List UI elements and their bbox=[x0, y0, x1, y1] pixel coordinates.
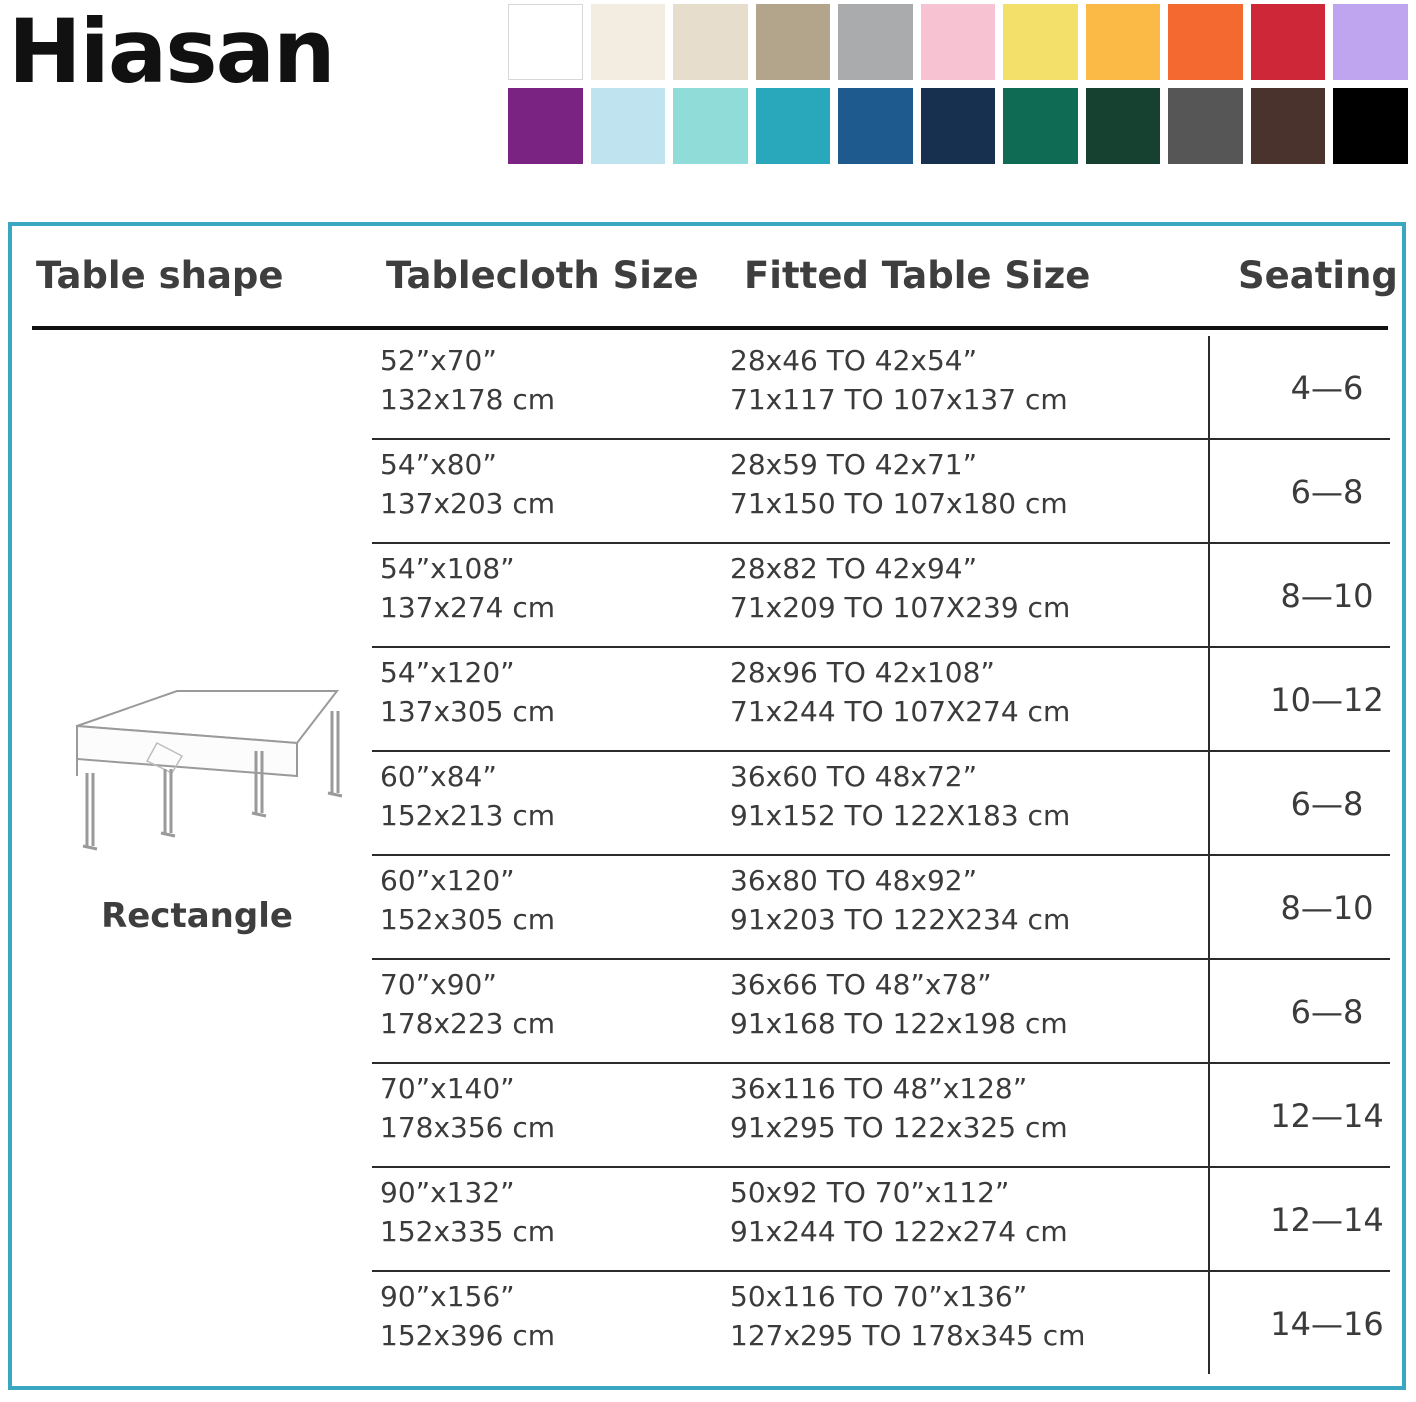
cell-fitted-table-size bbox=[730, 1168, 1068, 1248]
fitted-size-cm: 91x244 TO 122x274 cm bbox=[730, 1215, 1068, 1248]
color-swatch-row-2 bbox=[508, 88, 1408, 164]
size-chart-panel bbox=[8, 222, 1406, 1390]
fitted-size-inches: 28x59 TO 42x71” bbox=[730, 448, 978, 481]
cell-tablecloth-size bbox=[380, 1064, 555, 1144]
cell-seating: 10—12 bbox=[1270, 681, 1384, 719]
tablecloth-size-inches: 54”x108” bbox=[380, 552, 515, 585]
table-row bbox=[372, 336, 1390, 440]
table-row bbox=[372, 752, 1390, 856]
table-row bbox=[372, 440, 1390, 544]
fitted-size-inches: 36x66 TO 48”x78” bbox=[730, 968, 992, 1001]
column-header-table-shape: Table shape bbox=[36, 254, 284, 297]
cell-seating: 4—6 bbox=[1290, 369, 1364, 407]
cell-tablecloth-size bbox=[380, 856, 555, 936]
cell-tablecloth-size bbox=[380, 1168, 555, 1248]
shape-label: Rectangle bbox=[101, 896, 293, 936]
table-row bbox=[372, 544, 1390, 648]
color-swatch-row-1 bbox=[508, 4, 1408, 80]
tablecloth-size-inches: 70”x90” bbox=[380, 968, 497, 1001]
tablecloth-size-inches: 70”x140” bbox=[380, 1072, 515, 1105]
tablecloth-size-inches: 54”x80” bbox=[380, 448, 497, 481]
fitted-size-inches: 36x80 TO 48x92” bbox=[730, 864, 978, 897]
table-shape-illustration bbox=[32, 681, 362, 936]
tablecloth-size-inches: 52”x70” bbox=[380, 344, 497, 377]
tablecloth-size-cm: 132x178 cm bbox=[380, 383, 556, 416]
table-header-row bbox=[26, 254, 1398, 320]
cell-seating: 6—8 bbox=[1290, 473, 1364, 511]
color-swatch-lavender[interactable] bbox=[1333, 4, 1408, 80]
cell-seating: 6—8 bbox=[1290, 993, 1364, 1031]
fitted-size-inches: 28x96 TO 42x108” bbox=[730, 656, 995, 689]
color-swatch-navy[interactable] bbox=[921, 88, 996, 164]
fitted-size-cm: 91x203 TO 122X234 cm bbox=[730, 903, 1071, 936]
color-swatch-orange[interactable] bbox=[1168, 4, 1243, 80]
cell-seating: 8—10 bbox=[1280, 577, 1374, 615]
header bbox=[0, 0, 1416, 190]
cell-tablecloth-size bbox=[380, 336, 555, 416]
tablecloth-size-cm: 152x335 cm bbox=[380, 1215, 556, 1248]
column-header-seating: Seating bbox=[1238, 254, 1398, 297]
fitted-size-cm: 71x209 TO 107X239 cm bbox=[730, 591, 1071, 624]
fitted-size-inches: 36x116 TO 48”x128” bbox=[730, 1072, 1028, 1105]
cell-fitted-table-size bbox=[730, 752, 1070, 832]
tablecloth-size-cm: 152x305 cm bbox=[380, 903, 556, 936]
cell-tablecloth-size bbox=[380, 648, 555, 728]
cell-fitted-table-size bbox=[730, 336, 1068, 416]
table-row bbox=[372, 856, 1390, 960]
table-row bbox=[372, 1168, 1390, 1272]
cell-tablecloth-size bbox=[380, 544, 555, 624]
color-swatch-ivory[interactable] bbox=[591, 4, 666, 80]
fitted-size-inches: 28x46 TO 42x54” bbox=[730, 344, 978, 377]
tablecloth-size-inches: 60”x84” bbox=[380, 760, 497, 793]
fitted-size-cm: 91x168 TO 122x198 cm bbox=[730, 1007, 1068, 1040]
fitted-size-inches: 50x92 TO 70”x112” bbox=[730, 1176, 1010, 1209]
fitted-size-cm: 127x295 TO 178x345 cm bbox=[730, 1319, 1086, 1352]
tablecloth-size-cm: 137x274 cm bbox=[380, 591, 556, 624]
tablecloth-size-inches: 54”x120” bbox=[380, 656, 515, 689]
tablecloth-size-inches: 90”x132” bbox=[380, 1176, 515, 1209]
cell-seating: 12—14 bbox=[1270, 1097, 1384, 1135]
color-swatch-steel-blue[interactable] bbox=[838, 88, 913, 164]
table-row bbox=[372, 960, 1390, 1064]
color-swatch-light-yellow[interactable] bbox=[1003, 4, 1078, 80]
tablecloth-size-cm: 178x356 cm bbox=[380, 1111, 556, 1144]
color-swatch-light-blue[interactable] bbox=[591, 88, 666, 164]
color-swatch-charcoal-gray[interactable] bbox=[1168, 88, 1243, 164]
brand-logo: Hiasan bbox=[8, 0, 334, 103]
tablecloth-size-cm: 178x223 cm bbox=[380, 1007, 556, 1040]
size-rows bbox=[372, 336, 1390, 1374]
rectangle-table-icon bbox=[47, 681, 347, 881]
table-row bbox=[372, 1272, 1390, 1376]
cell-fitted-table-size bbox=[730, 544, 1070, 624]
tablecloth-size-inches: 90”x156” bbox=[380, 1280, 515, 1313]
color-swatch-red[interactable] bbox=[1251, 4, 1326, 80]
tablecloth-size-cm: 137x305 cm bbox=[380, 695, 556, 728]
column-header-tablecloth-size: Tablecloth Size bbox=[386, 254, 699, 297]
cell-seating: 12—14 bbox=[1270, 1201, 1384, 1239]
color-swatch-dark-green[interactable] bbox=[1086, 88, 1161, 164]
color-swatch-gold[interactable] bbox=[1086, 4, 1161, 80]
cell-fitted-table-size bbox=[730, 648, 1070, 728]
tablecloth-size-cm: 152x396 cm bbox=[380, 1319, 556, 1352]
cell-fitted-table-size bbox=[730, 1272, 1085, 1352]
color-swatch-beige[interactable] bbox=[673, 4, 748, 80]
fitted-size-cm: 91x152 TO 122X183 cm bbox=[730, 799, 1071, 832]
fitted-size-cm: 91x295 TO 122x325 cm bbox=[730, 1111, 1068, 1144]
color-swatch-black[interactable] bbox=[1333, 88, 1408, 164]
color-swatch-white[interactable] bbox=[508, 4, 583, 80]
color-swatch-purple[interactable] bbox=[508, 88, 583, 164]
color-swatch-grid bbox=[508, 4, 1408, 172]
column-header-fitted-table-size: Fitted Table Size bbox=[744, 254, 1091, 297]
fitted-size-cm: 71x150 TO 107x180 cm bbox=[730, 487, 1068, 520]
cell-fitted-table-size bbox=[730, 960, 1068, 1040]
color-swatch-dark-brown[interactable] bbox=[1251, 88, 1326, 164]
tablecloth-size-inches: 60”x120” bbox=[380, 864, 515, 897]
fitted-size-cm: 71x117 TO 107x137 cm bbox=[730, 383, 1068, 416]
cell-fitted-table-size bbox=[730, 1064, 1068, 1144]
cell-seating: 8—10 bbox=[1280, 889, 1374, 927]
color-swatch-silver-gray[interactable] bbox=[838, 4, 913, 80]
table-row bbox=[372, 648, 1390, 752]
cell-tablecloth-size bbox=[380, 1272, 555, 1352]
header-divider bbox=[32, 326, 1388, 330]
cell-fitted-table-size bbox=[730, 856, 1070, 936]
color-swatch-blush-pink[interactable] bbox=[921, 4, 996, 80]
table-row bbox=[372, 1064, 1390, 1168]
fitted-size-inches: 28x82 TO 42x94” bbox=[730, 552, 978, 585]
color-swatch-emerald-green[interactable] bbox=[1003, 88, 1078, 164]
cell-tablecloth-size bbox=[380, 752, 555, 832]
cell-fitted-table-size bbox=[730, 440, 1068, 520]
cell-seating: 6—8 bbox=[1290, 785, 1364, 823]
cell-tablecloth-size bbox=[380, 440, 555, 520]
fitted-size-cm: 71x244 TO 107X274 cm bbox=[730, 695, 1071, 728]
tablecloth-size-cm: 137x203 cm bbox=[380, 487, 556, 520]
color-swatch-teal[interactable] bbox=[756, 88, 831, 164]
cell-seating: 14—16 bbox=[1270, 1305, 1384, 1343]
color-swatch-taupe[interactable] bbox=[756, 4, 831, 80]
tablecloth-size-cm: 152x213 cm bbox=[380, 799, 556, 832]
fitted-size-inches: 50x116 TO 70”x136” bbox=[730, 1280, 1028, 1313]
cell-tablecloth-size bbox=[380, 960, 555, 1040]
color-swatch-aqua[interactable] bbox=[673, 88, 748, 164]
fitted-size-inches: 36x60 TO 48x72” bbox=[730, 760, 978, 793]
